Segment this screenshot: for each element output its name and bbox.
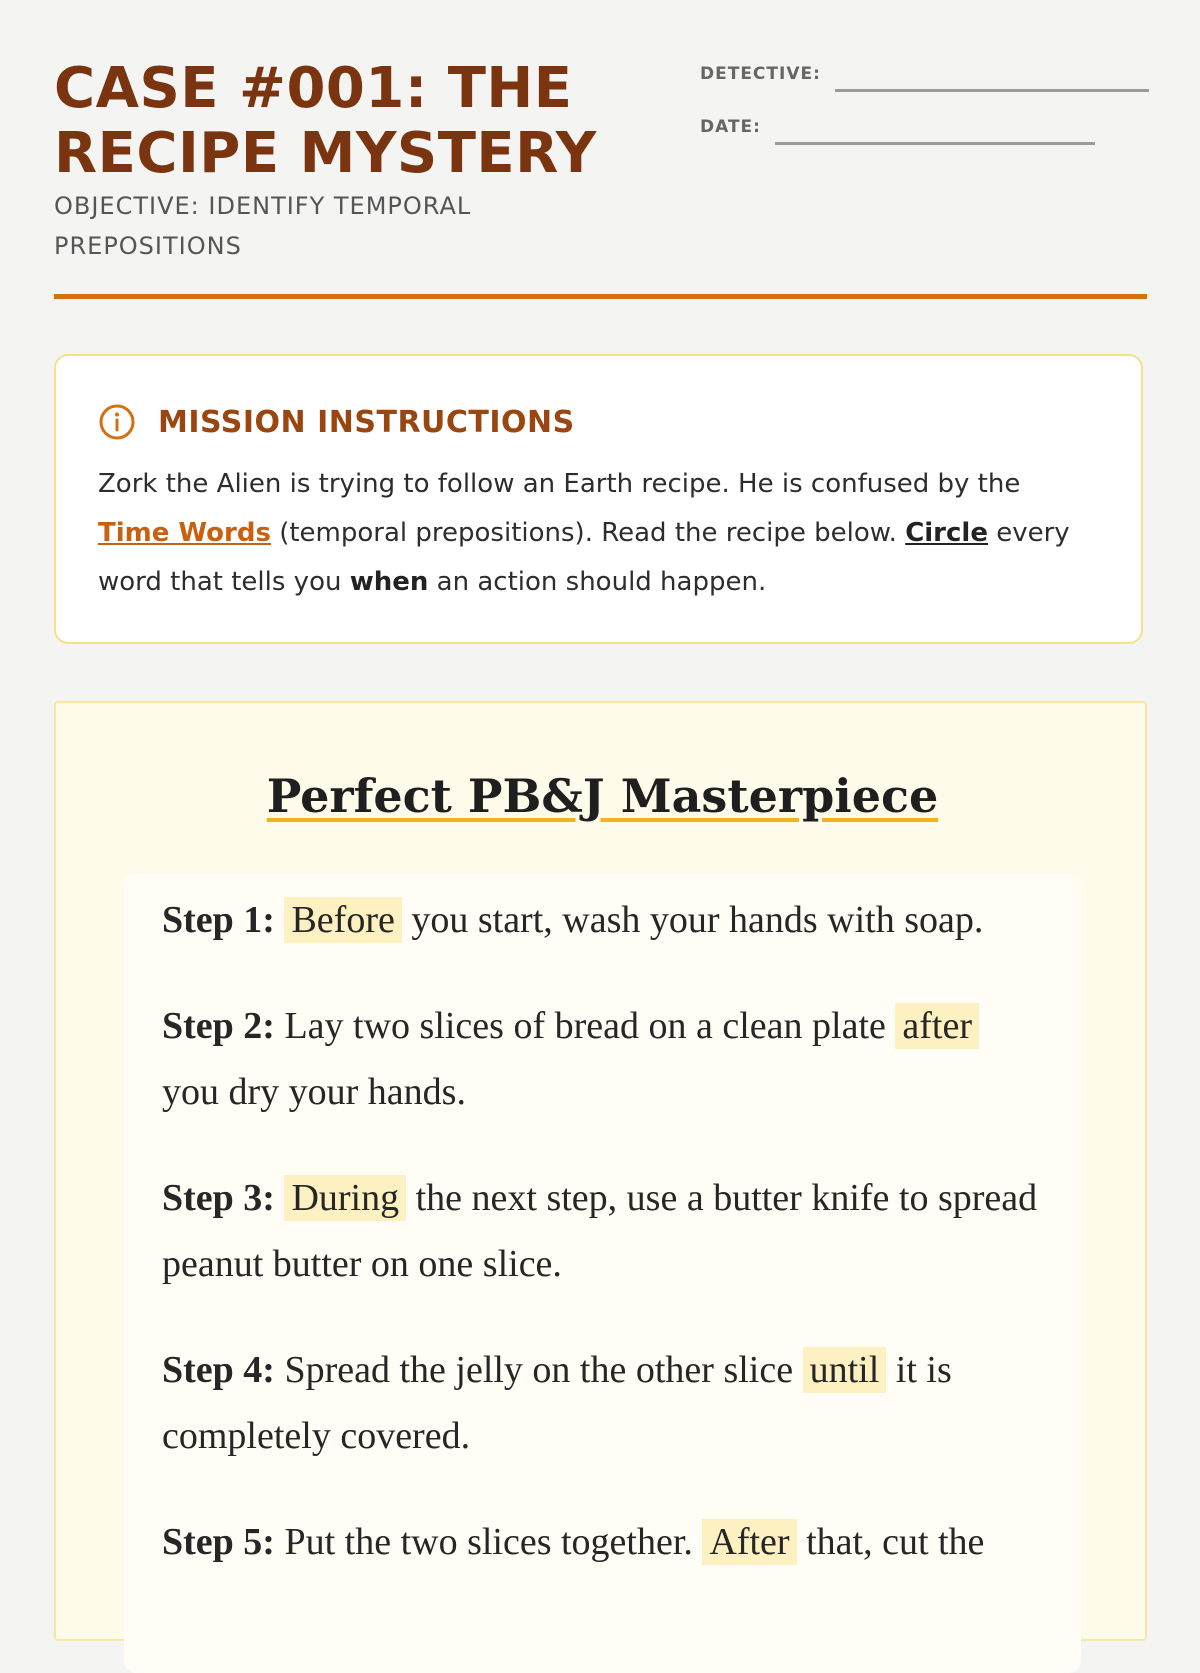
step-text: Spread the jelly on the other slice: [284, 1349, 794, 1391]
time-word[interactable]: After: [702, 1519, 796, 1565]
header-divider: [54, 294, 1147, 299]
recipe-step: [162, 993, 1043, 1125]
recipe-steps: [124, 873, 1081, 1673]
step-label: Step 4:: [162, 1349, 275, 1391]
step-text: Put the two slices together.: [284, 1521, 693, 1563]
case-title: CASE #001: THE RECIPE MYSTERY: [54, 56, 597, 186]
mission-title: MISSION INSTRUCTIONS: [158, 404, 575, 440]
step-text: that, cut the: [806, 1521, 985, 1563]
step-label: Step 5:: [162, 1521, 275, 1563]
mission-text-part: Zork the Alien is trying to follow an Earth recipe. He is confused by the: [98, 469, 1021, 499]
mission-text-part: an action should happen.: [428, 567, 767, 597]
mission-instructions-box: [54, 354, 1143, 644]
header: [54, 0, 1147, 300]
step-label: Step 2:: [162, 1005, 275, 1047]
recipe-title: [56, 769, 1149, 823]
detective-line[interactable]: [835, 89, 1149, 92]
detective-label: DETECTIVE:: [700, 64, 821, 84]
step-label: Step 1:: [162, 899, 275, 941]
mission-header: [98, 398, 1099, 446]
mission-text-part: (temporal prepositions). Read the recipe below.: [270, 518, 906, 548]
time-word[interactable]: after: [895, 1003, 979, 1049]
recipe-step: [162, 1509, 1043, 1575]
circle-term: Circle: [905, 518, 988, 548]
time-word[interactable]: Before: [284, 897, 401, 943]
step-text: you start, wash your hands with soap.: [411, 899, 984, 941]
time-word[interactable]: During: [284, 1175, 406, 1221]
recipe-step: [162, 887, 1043, 953]
mission-text: [98, 460, 1099, 607]
time-word[interactable]: until: [803, 1347, 887, 1393]
step-text: the next step, use a butter knife to spread peanut butter on one slice.: [162, 1177, 1038, 1285]
recipe-card: [54, 701, 1147, 1641]
objective-text: OBJECTIVE: IDENTIFY TEMPORAL PREPOSITIONS: [54, 192, 472, 260]
detective-field[interactable]: [700, 64, 1149, 84]
worksheet: [54, 0, 1147, 1563]
recipe-step: [162, 1337, 1043, 1469]
step-text: Lay two slices of bread on a clean plate: [284, 1005, 886, 1047]
time-words-term: Time Words: [98, 518, 271, 548]
step-label: Step 3:: [162, 1177, 275, 1219]
step-text: it is completely covered.: [162, 1349, 952, 1457]
recipe-step: [162, 1165, 1043, 1297]
step-text: you dry your hands.: [162, 1071, 466, 1113]
recipe-title-text: Perfect PB&J Masterpiece: [266, 769, 939, 823]
date-line[interactable]: [775, 142, 1095, 145]
mission-text-part: every word that tells you: [98, 518, 1070, 597]
when-term: when: [349, 567, 429, 597]
info-icon: [98, 403, 136, 441]
date-label: DATE:: [700, 117, 761, 137]
date-field[interactable]: [700, 117, 1095, 137]
